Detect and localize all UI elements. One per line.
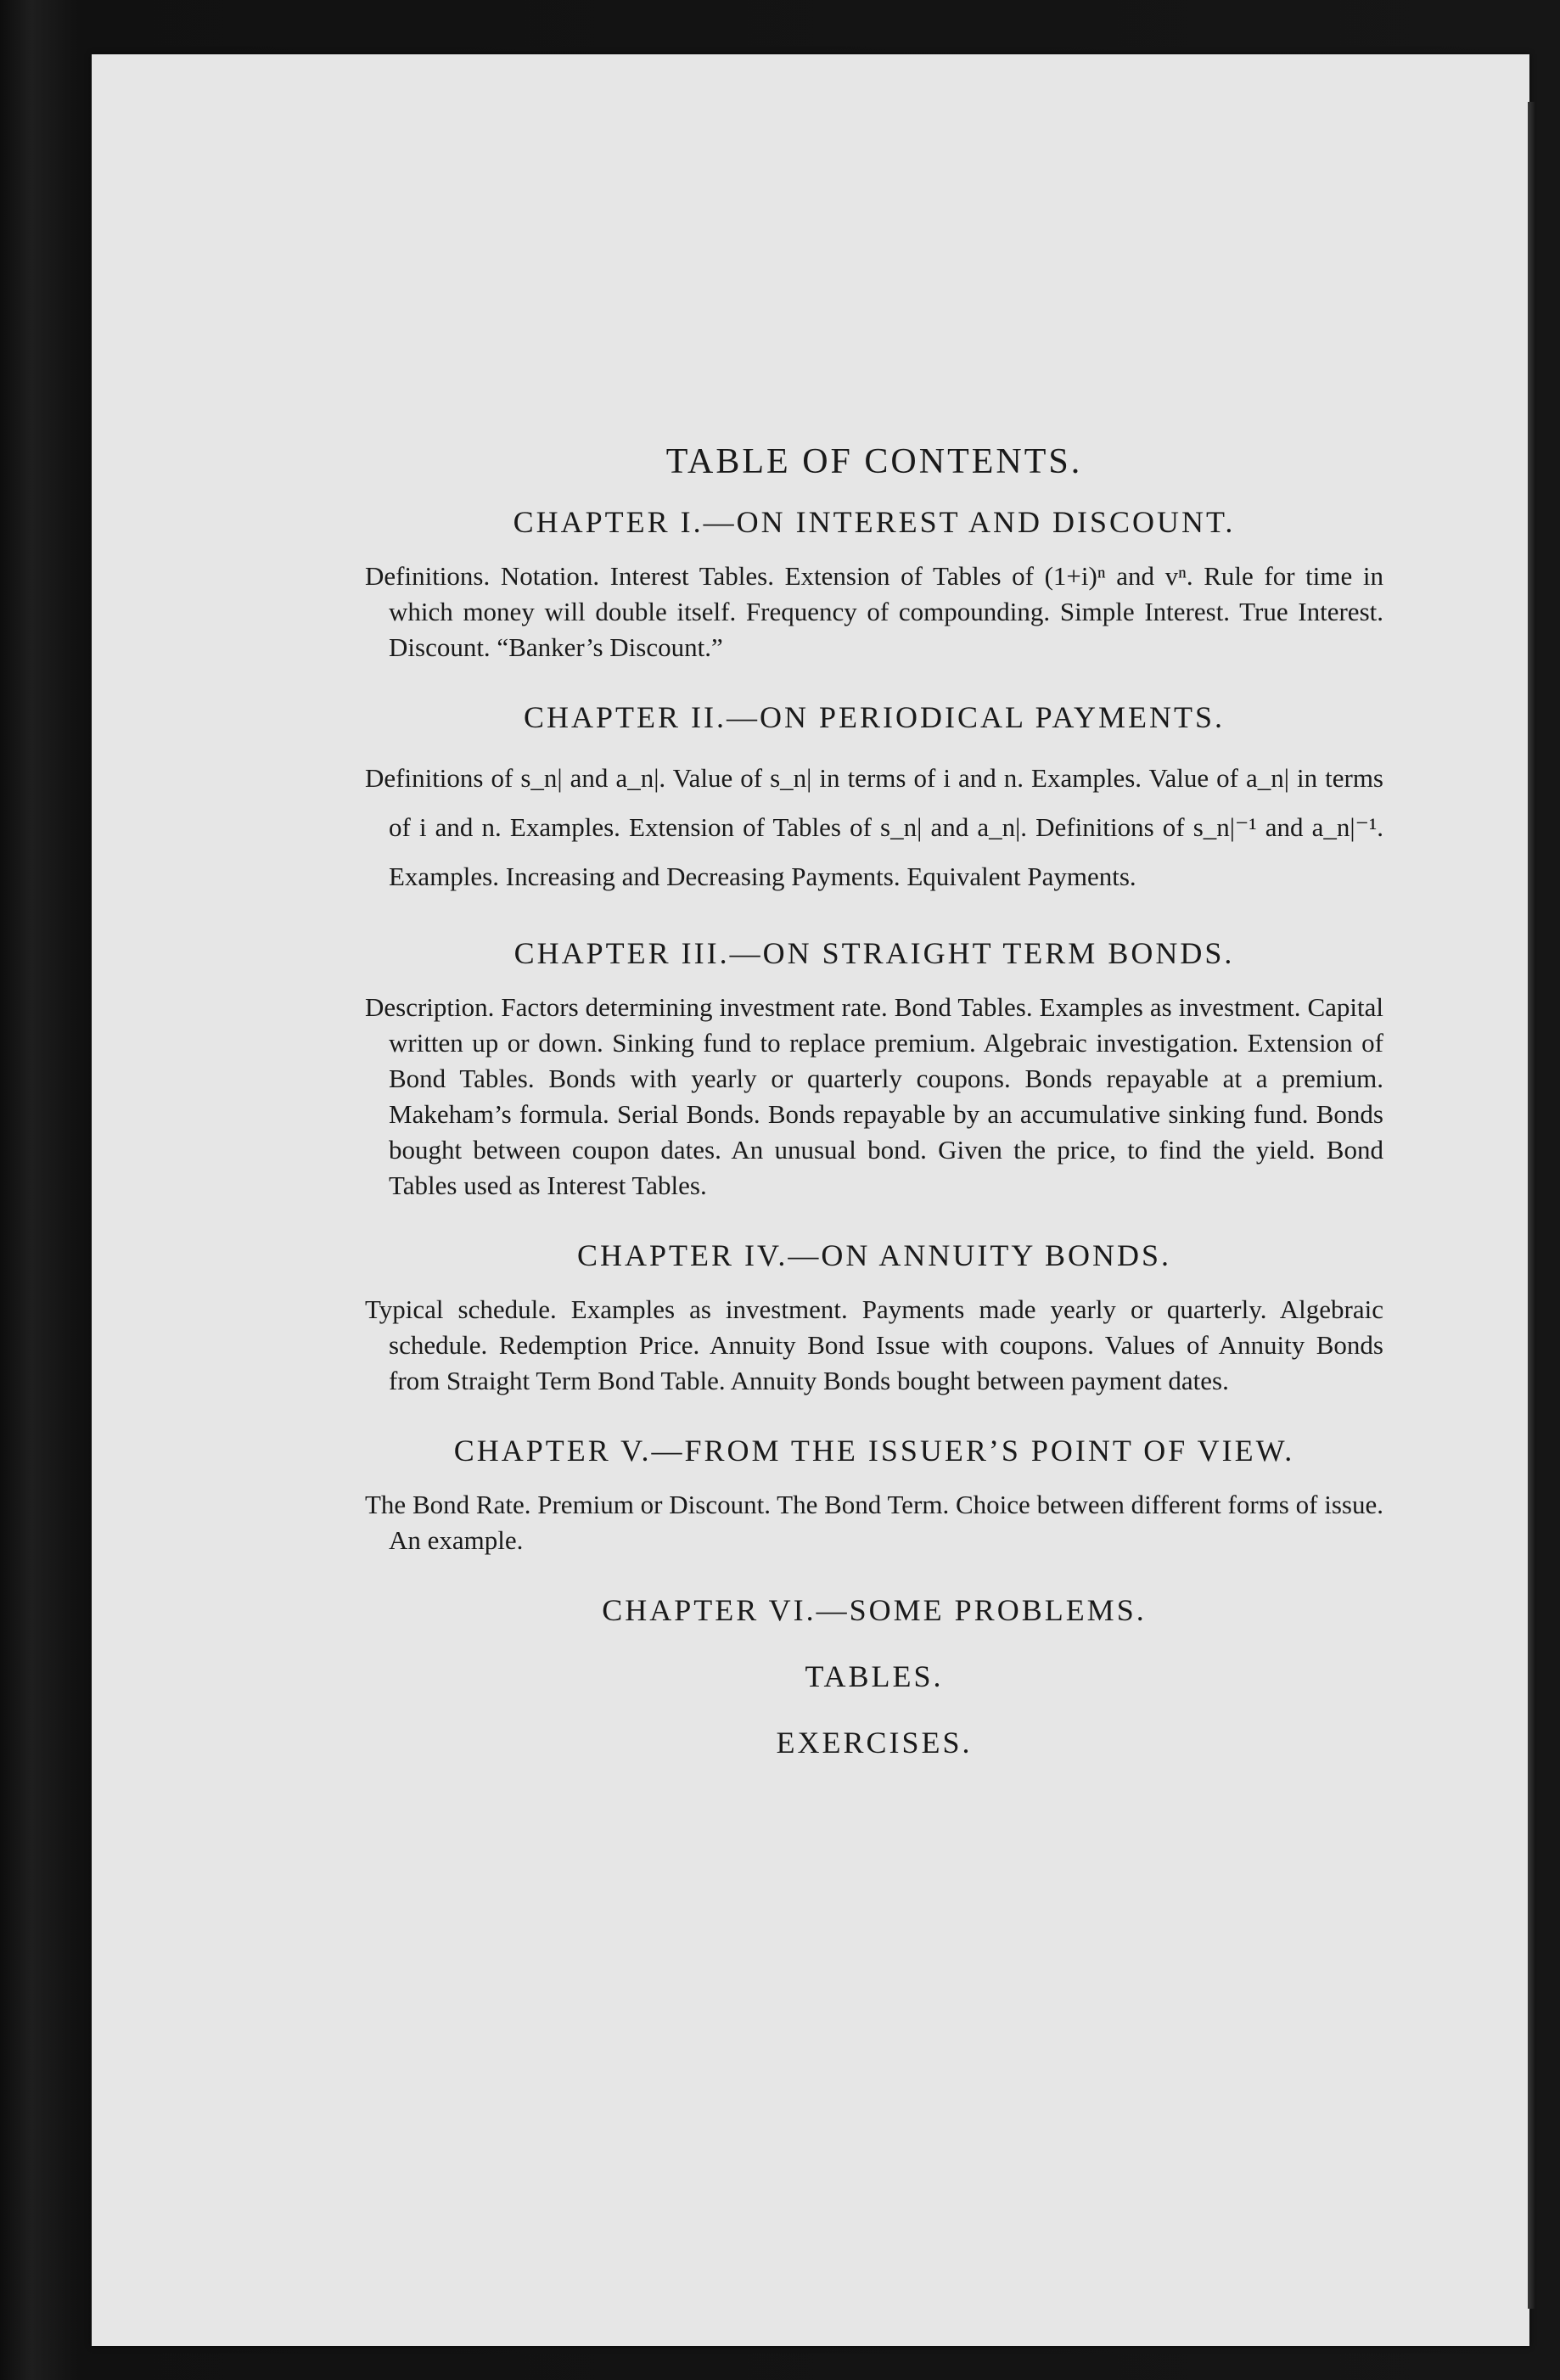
chapter-2-heading: CHAPTER II.—ON PERIODICAL PAYMENTS.	[523, 700, 1226, 734]
chapter-5-body: The Bond Rate. Premium or Discount. The Bond Term. Choice between different forms of issue. An example.	[365, 1490, 1383, 1555]
chapter-4	[365, 1238, 1383, 1399]
chapter-5	[365, 1433, 1383, 1558]
chapter-1-heading: CHAPTER I.—ON INTEREST AND DISCOUNT.	[513, 505, 1236, 539]
chapter-2	[365, 699, 1383, 901]
chapter-2-body: Definitions of s_n| and a_n|. Value of s_n| in terms of i and n. Examples. Value of a_n| in terms of i and n. Examples. Extension of Tables of s_n| and a_n|. Definitions of s_n|⁻¹ and a_n|⁻¹. Examples. Increasing and Decreasing Payments. Equivalent Payments.	[365, 763, 1383, 891]
page-edge	[1528, 102, 1535, 2309]
tables-heading: TABLES.	[805, 1659, 944, 1693]
chapter-5-heading: CHAPTER V.—FROM THE ISSUER’S POINT OF VIEW.	[453, 1434, 1295, 1468]
exercises-heading: EXERCISES.	[776, 1726, 973, 1760]
chapter-3	[365, 935, 1383, 1204]
chapter-3-heading: CHAPTER III.—ON STRAIGHT TERM BONDS.	[513, 936, 1235, 970]
chapter-3-body: Description. Factors determining investment rate. Bond Tables. Examples as investment. Capital written up or down. Sinking fund to replace premium. Algebraic investigation. Extension of Bond Tables. Bonds with yearly or quarterly coupons. Bonds repayable at a premium. Makeham’s formula. Serial Bonds. Bonds repayable by an accumulative sinking fund. Bonds bought between coupon dates. An unusual bond. Given the price, to find the yield. Bond Tables used as Interest Tables.	[365, 992, 1383, 1200]
toc-content	[365, 441, 1383, 1791]
chapter-6-heading: CHAPTER VI.—SOME PROBLEMS.	[602, 1593, 1147, 1627]
page-title: TABLE OF CONTENTS.	[665, 442, 1083, 481]
chapter-4-heading: CHAPTER IV.—ON ANNUITY BONDS.	[576, 1238, 1172, 1272]
chapter-1-body: Definitions. Notation. Interest Tables. Extension of Tables of (1+i)ⁿ and vⁿ. Rule for time in which money will double itself. Frequency of compounding. Simple Interest. True Interest. Discount. “Banker’s Discount.”	[365, 561, 1383, 662]
chapter-1	[365, 504, 1383, 665]
chapter-4-body: Typical schedule. Examples as investment. Payments made yearly or quarterly. Algebraic schedule. Redemption Price. Annuity Bond Issue with coupons. Values of Annuity Bonds from Straight Term Bond Table. Annuity Bonds bought between payment dates.	[365, 1294, 1383, 1395]
